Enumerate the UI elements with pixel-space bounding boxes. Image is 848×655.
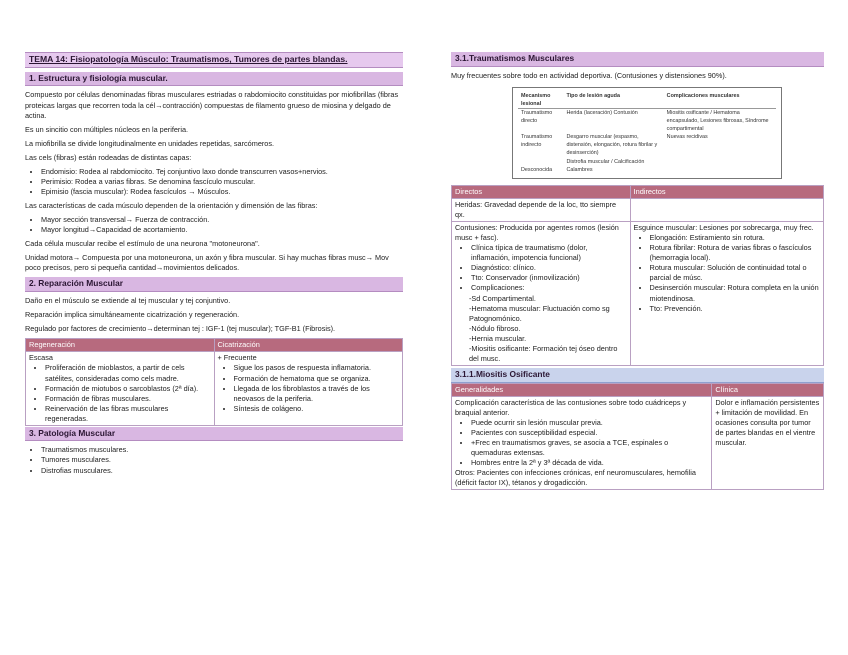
section-3-heading: 3. Patología Muscular (25, 427, 403, 442)
trauma-table (451, 185, 824, 366)
figure-cell: Miositis osificante / Hematoma encapsulado, Lesiones fibrosas, Síndrome compartimental (666, 109, 769, 133)
table-header: Generalidades (452, 383, 712, 396)
figure-header: Mecanismo lesional (518, 92, 563, 109)
figure-header: Complicaciones musculares (664, 92, 776, 109)
figure-cell: Distrofia muscular / Calcificación (566, 158, 645, 165)
section-2-heading: 2. Reparación Muscular (25, 277, 403, 292)
list-item: • Pacientes con susceptibilidad especial. (471, 428, 708, 438)
mechanism-figure (512, 87, 782, 179)
paragraph: Unidad motora→ Compuesta por una motoneurona, un axón y fibra muscular. Si hay muchas fibras musc→ Mov poco precisos, pero si pequeña cantidad→movimientos delicados. (25, 253, 389, 273)
table-header: Cicatrización (214, 339, 403, 352)
table-cell (214, 352, 403, 425)
table-cell: Dolor e inflamación persistentes + limitación de movilidad. En ocasiones consulta por tumor de partes blandas en el vientre muscular. (712, 396, 824, 490)
list-item: • Reinervación de las fibras musculares regeneradas. (45, 404, 211, 424)
list-item: • Epimisio (fascia muscular): Rodea fascículos → Músculos. (41, 187, 403, 197)
cell-lead: + Frecuente (217, 353, 257, 363)
figure-cell: Desconocida (521, 166, 553, 173)
paragraph: Las características de cada músculo dependen de la orientación y dimensión de las fibras: (25, 201, 318, 211)
table-header: Clínica (712, 383, 824, 396)
paragraph: Es un sincitio con múltiples núcleos en la periferia. (25, 124, 189, 134)
others-line: Otros: Pacientes con infecciones crónicas, enf neuromusculares, hemofilia (déficit factor IX), tétanos y drogadicción. (455, 468, 696, 488)
document-title: TEMA 14: Fisiopatología Músculo: Traumatismos, Tumores de partes blandas. (25, 52, 403, 68)
list-item: • Perimisio: Rodea a varias fibras. Se denomina fascículo muscular. (41, 177, 403, 187)
myositis-table (451, 383, 824, 491)
list-item: • Clínica típica de traumatismo (dolor, inflamación, impotencia funcional) (471, 243, 627, 263)
list-item: • Llegada de los fibroblastos a través de los neovasos de la periferia. (234, 384, 400, 404)
complication-line: -Hernia muscular. (469, 333, 527, 343)
list-item: • Formación de hematoma que se organiza. (234, 374, 400, 384)
list-item: • Tumores musculares. (41, 455, 403, 465)
table-cell (630, 222, 823, 366)
repair-table (25, 338, 403, 426)
complication-line: -Miositis osificante: Formación tej óseo dentro del musc. (469, 343, 618, 363)
list-item: • Rotura fibrilar: Rotura de varias fibras o fascículos (hemorragia local). (650, 243, 820, 263)
list-item: • Tto: Prevención. (650, 304, 820, 314)
cell-lead: Contusiones: Producida por agentes romos (lesión musc + fasc). (455, 223, 619, 243)
table-cell (26, 352, 215, 425)
figure-cell (664, 158, 776, 166)
list-item: • Complicaciones: (471, 283, 627, 293)
paragraph: Muy frecuentes sobre todo en actividad deportiva. (Contusiones y distensiones 90%). (451, 70, 727, 80)
right-column (451, 52, 824, 490)
table-cell: Heridas: Gravedad depende de la loc, tto siempre qx. (452, 198, 631, 221)
list-item: • Formación de fibras musculares. (45, 394, 211, 404)
list-item: • Tto: Conservador (inmovilización) (471, 273, 627, 283)
list-item: • Proliferación de mioblastos, a partir de cels satélites, consideradas como cels madre. (45, 363, 211, 383)
list-item: • Mayor sección transversal→ Fuerza de contracción. (41, 215, 403, 225)
left-column (25, 52, 403, 480)
paragraph: La miofibrilla se divide longitudinalmente en unidades repetidas, sarcómeros. (25, 138, 275, 148)
figure-cell: Herida (laceración) Contusión (566, 109, 638, 116)
figure-cell (664, 166, 776, 174)
list-item: • Formación de miotubos o sarcoblastos (2ª día). (45, 384, 211, 394)
list-item: • Elongación: Estiramiento sin rotura. (650, 233, 820, 243)
table-cell (630, 198, 823, 221)
section-3-1-heading: 3.1.Traumatismos Musculares (451, 52, 824, 67)
list-item: • Rotura muscular: Solución de continuidad total o parcial de músc. (650, 263, 820, 283)
figure-cell: Traumatismo indirecto (521, 134, 553, 149)
list-item: • +Frec en traumatismos graves, se asocia a TCE, espinales o quemaduras extensas. (471, 438, 708, 458)
table-cell (452, 396, 712, 490)
list-item: • Endomisio: Rodea al rabdomiocito. Tej conjuntivo laxo donde transcurren vasos+nervios. (41, 167, 403, 177)
table-header: Indirectos (630, 185, 823, 198)
paragraph: Compuesto por células denominadas fibras musculares estriadas o rabdomiocito constituidas por miofibrillas (fibras proteicas largas que recorren toda la cél→contracción) compuestas de filamento grueso de miosina y delgado de actina. (25, 90, 399, 120)
pathology-list (25, 445, 403, 475)
cell-lead: Complicación característica de las contusiones sobre todo cuádriceps y braquial anterior. (455, 397, 687, 417)
figure-cell (518, 158, 563, 166)
paragraph: Cada célula muscular recibe el estímulo de una neurona "motoneurona". (25, 239, 260, 249)
list-item: • Traumatismos musculares. (41, 445, 403, 455)
table-header: Regeneración (26, 339, 215, 352)
section-3-1-1-heading: 3.1.1.Miositis Osificante (451, 368, 824, 383)
figure-cell: Desgarro muscular (espasmo, distensión, elongación, rotura fibrilar y desinserción) (566, 134, 658, 157)
list-item: • Desinserción muscular: Rotura completa en la unión miotendinosa. (650, 283, 820, 303)
paragraph: Las cels (fibras) están rodeadas de distintas capas: (25, 152, 192, 162)
list-item: • Distrofias musculares. (41, 466, 403, 476)
list-item: • Mayor longitud→Capacidad de acortamiento. (41, 225, 403, 235)
list-item: • Síntesis de colágeno. (234, 404, 400, 414)
complication-line: -Nódulo fibroso. (469, 323, 521, 333)
list-item: • Sigue los pasos de respuesta inflamatoria. (234, 363, 400, 373)
paragraph: Regulado por factores de crecimiento→determinan tej : IGF-1 (tej muscular); TGF-B1 (Fibrosis). (25, 324, 336, 334)
paragraph: Reparación implica simultáneamente cicatrización y regeneración. (25, 310, 240, 320)
figure-header: Tipo de lesión aguda (563, 92, 663, 109)
list-item: • Puede ocurrir sin lesión muscular previa. (471, 418, 708, 428)
complication-line: -Sd Compartimental. (469, 293, 536, 303)
complication-line: -Hematoma muscular: Fluctuación como sg Patognomónico. (469, 303, 610, 323)
cell-lead: Esguince muscular: Lesiones por sobrecarga, muy frec. (633, 223, 814, 233)
list-item: • Diagnóstico: clínico. (471, 263, 627, 273)
section-1-heading: 1. Estructura y fisiología muscular. (25, 72, 403, 87)
cell-lead: Escasa (29, 353, 53, 363)
figure-cell: Traumatismo directo (521, 109, 553, 124)
figure-cell: Calambres (566, 166, 593, 173)
table-header: Directos (452, 185, 631, 198)
table-cell (452, 222, 631, 366)
characteristics-list (25, 215, 403, 235)
paragraph: Daño en el músculo se extiende al tej muscular y tej conjuntivo. (25, 295, 231, 305)
list-item: • Hombres entre la 2ª y 3ª década de vida. (471, 458, 708, 468)
figure-cell: Nuevas recidivas (666, 134, 708, 141)
layers-list (25, 167, 403, 197)
